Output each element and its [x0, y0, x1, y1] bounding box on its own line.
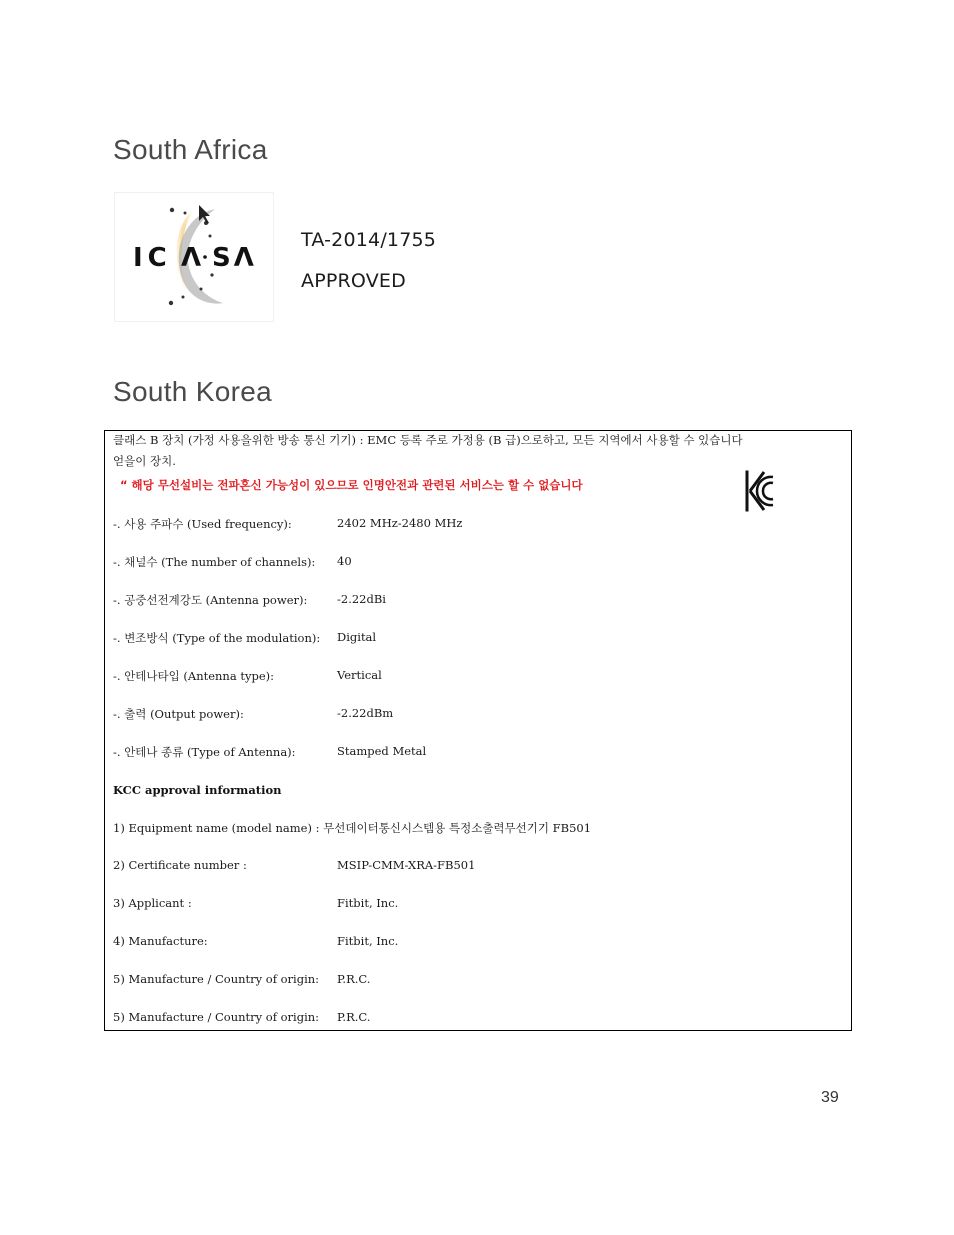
- korea-intro-line-2: 얻을이 장치.: [113, 454, 176, 468]
- approval-status: APPROVED: [301, 270, 406, 292]
- kcc-label-manufacture: 4) Manufacture:: [113, 934, 208, 948]
- spec-label-modulation: -. 변조방식 (Type of the modulation):: [113, 631, 321, 645]
- spec-value-antenna-type: Vertical: [337, 668, 382, 682]
- spec-label-frequency: -. 사용 주파수 (Used frequency):: [113, 517, 292, 531]
- spec-label-antenna-type: -. 안테나타입 (Antenna type):: [113, 669, 274, 683]
- korea-intro-line-1: 클래스 B 장치 (가정 사용을위한 방송 통신 기기) : EMC 등록 주로 가정용 (B 급)으로하고, 모든 지역에서 사용할 수 있습니다: [113, 433, 743, 447]
- spec-value-channels: 40: [337, 554, 352, 568]
- spec-value-antenna-kind: Stamped Metal: [337, 744, 427, 758]
- kcc-value-certificate: MSIP-CMM-XRA-FB501: [337, 858, 476, 872]
- kcc-label-equipment-name: 1) Equipment name (model name) : 무선데이터통신시스템용 특정소출력무선기기 FB501: [113, 821, 592, 835]
- kcc-value-manufacture: Fitbit, Inc.: [337, 934, 399, 948]
- spec-value-frequency: 2402 MHz-2480 MHz: [337, 516, 463, 530]
- spec-value-antenna-power: -2.22dBi: [337, 592, 386, 606]
- kcc-label-country-origin: 5) Manufacture / Country of origin:: [113, 972, 320, 986]
- spec-label-antenna-power: -. 공중선전계강도 (Antenna power):: [113, 593, 308, 607]
- svg-text:Λ: Λ: [181, 243, 202, 273]
- kcc-label-certificate: 2) Certificate number :: [113, 858, 247, 872]
- spec-label-output-power: -. 출력 (Output power):: [113, 707, 244, 721]
- svg-text:IC: IC: [133, 243, 172, 273]
- spec-label-channels: -. 채널수 (The number of channels):: [113, 555, 316, 569]
- kc-mark-icon: [744, 469, 775, 517]
- svg-text:SΛ: SΛ: [212, 243, 257, 273]
- radio-interference-warning: “ 해당 무선설비는 전파혼신 가능성이 있으므로 인명안전과 관련된 서비스는 할 수 없습니다: [120, 478, 583, 492]
- kcc-label-country-origin-2: 5) Manufacture / Country of origin:: [113, 1010, 320, 1024]
- kcc-approval-title: KCC approval information: [113, 783, 282, 797]
- spec-value-output-power: -2.22dBm: [337, 706, 394, 720]
- south-africa-heading: South Africa: [113, 134, 268, 165]
- type-approval-number: TA-2014/1755: [301, 229, 437, 251]
- kcc-value-country-origin: P.R.C.: [337, 972, 371, 986]
- spec-value-modulation: Digital: [337, 630, 377, 644]
- kcc-value-country-origin-2: P.R.C.: [337, 1010, 371, 1024]
- kcc-label-applicant: 3) Applicant :: [113, 896, 192, 910]
- icasa-logo: [115, 193, 273, 321]
- spec-label-antenna-kind: -. 안테나 종류 (Type of Antenna):: [113, 745, 296, 759]
- south-korea-heading: South Korea: [113, 376, 272, 407]
- kcc-value-applicant: Fitbit, Inc.: [337, 896, 399, 910]
- page-number: 39: [821, 1089, 839, 1106]
